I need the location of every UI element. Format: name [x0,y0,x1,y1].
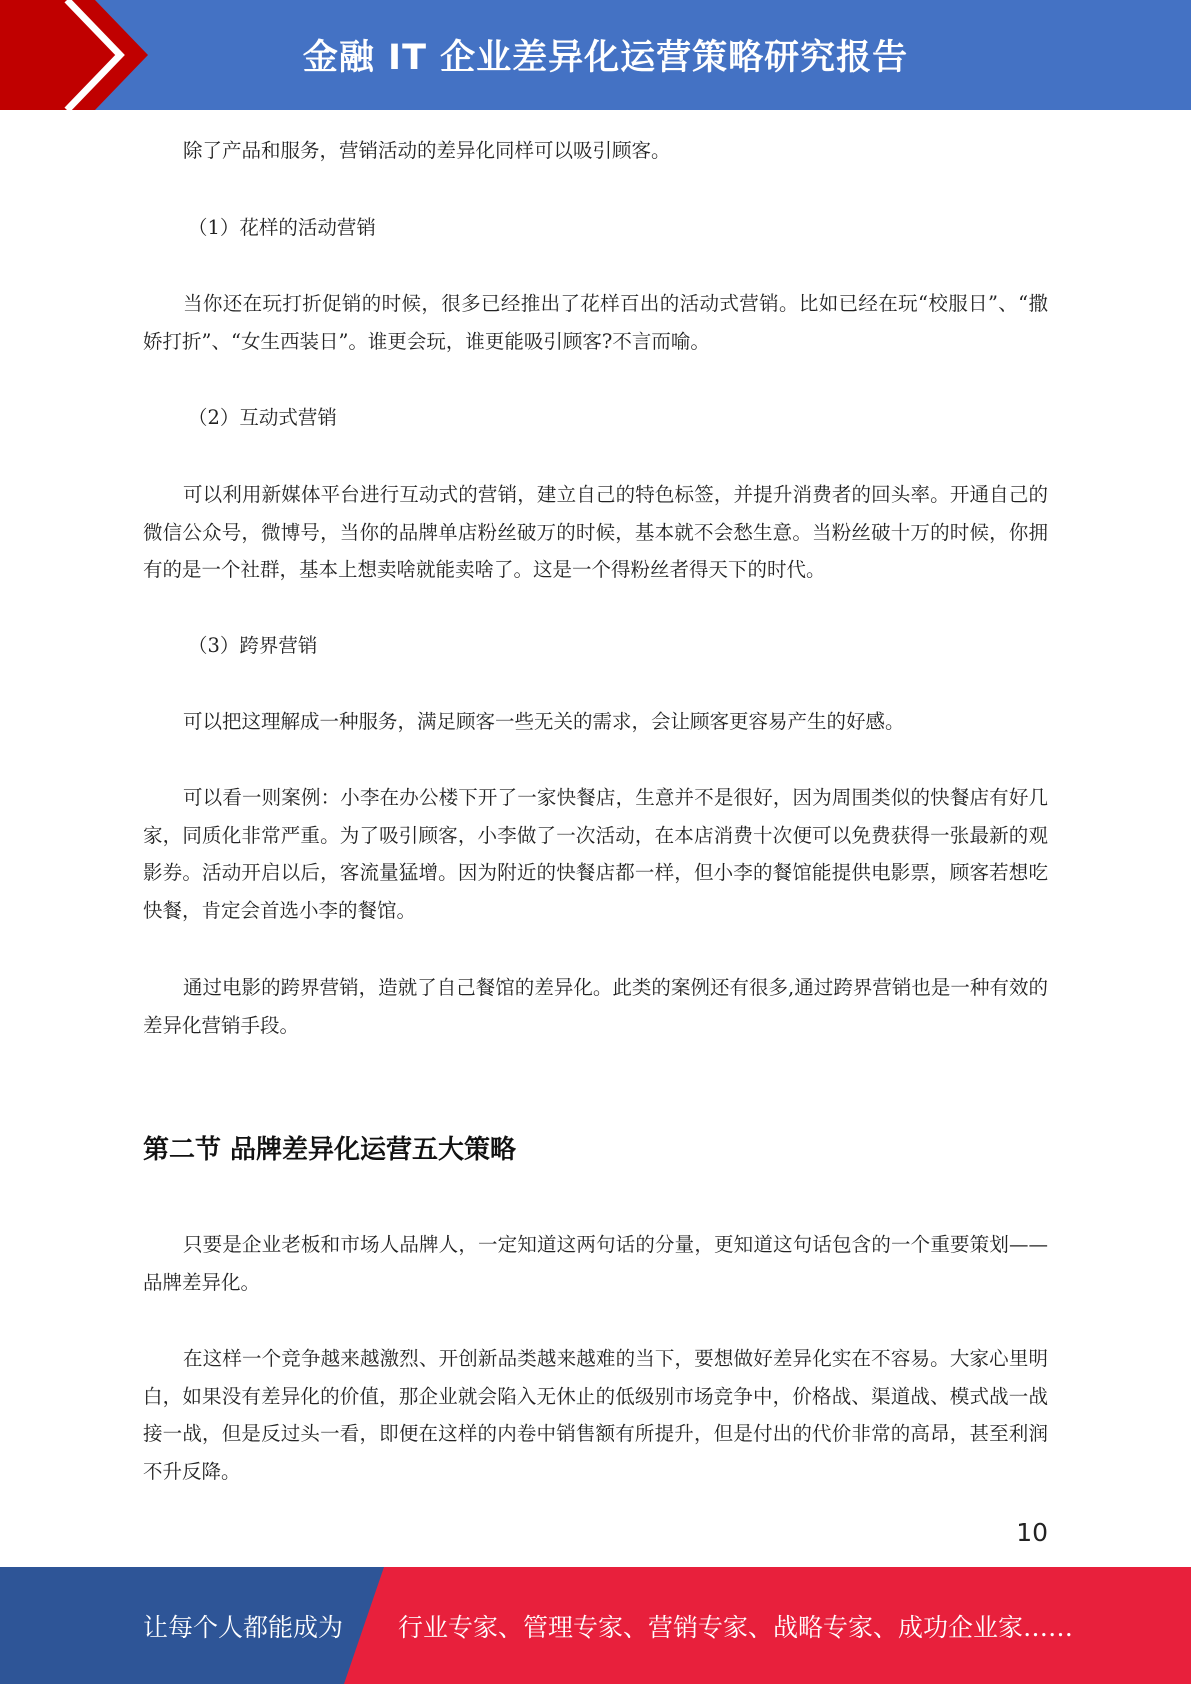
subheading: （2）互动式营销 [188,406,337,429]
paragraph: 通过电影的跨界营销，造就了自己餐馆的差异化。此类的案例还有很多,通过跨界营销也是一种有效的差异化营销手段。 [143,976,1048,1037]
page-footer [0,1567,1191,1684]
subheading: （3）跨界营销 [188,634,318,657]
paragraph: 当你还在玩打折促销的时候，很多已经推出了花样百出的活动式营销。比如已经在玩“校服日”、“撒娇打折”、“女生西装日”。谁更会玩，谁更能吸引顾客?不言而喻。 [143,292,1048,353]
paragraph: 只要是企业老板和市场人品牌人，一定知道这两句话的分量，更知道这句话包含的一个重要策划——品牌差异化。 [143,1233,1048,1294]
report-title: 金融 IT 企业差异化运营策略研究报告 [302,38,909,78]
paragraph: 除了产品和服务，营销活动的差异化同样可以吸引顾客。 [183,139,671,162]
subheading: （1）花样的活动营销 [188,216,376,239]
page-number: 10 [1016,1518,1048,1547]
footer-slogan-left: 让每个人都能成为 [143,1612,344,1642]
paragraph: 可以把这理解成一种服务，满足顾客一些无关的需求，会让顾客更容易产生的好感。 [183,710,905,733]
paragraph: 可以利用新媒体平台进行互动式的营销，建立自己的特色标签，并提升消费者的回头率。开通自己的微信公众号，微博号，当你的品牌单店粉丝破万的时候，基本就不会愁生意。当粉丝破十万的时候，你拥有的是一个社群，基本上想卖啥就能卖啥了。这是一个得粉丝者得天下的时代。 [143,483,1048,581]
paragraph: 可以看一则案例：小李在办公楼下开了一家快餐店，生意并不是很好，因为周围类似的快餐店有好几家，同质化非常严重。为了吸引顾客，小李做了一次活动，在本店消费十次便可以免费获得一张最新的观影券。活动开启以后，客流量猛增。因为附近的快餐店都一样，但小李的餐馆能提供电影票，顾客若想吃快餐，肯定会首选小李的餐馆。 [143,786,1048,922]
footer-slogan-right: 行业专家、管理专家、营销专家、战略专家、成功企业家…… [398,1612,1074,1642]
section-heading: 第二节 品牌差异化运营五大策略 [143,1135,517,1165]
page-header [0,0,1191,110]
paragraph: 在这样一个竞争越来越激烈、开创新品类越来越难的当下，要想做好差异化实在不容易。大家心里明白，如果没有差异化的价值，那企业就会陷入无休止的低级别市场竞争中，价格战、渠道战、模式战一战接一战，但是反过头一看，即便在这样的内卷中销售额有所提升，但是付出的代价非常的高昂，甚至利润不升反降。 [143,1347,1048,1483]
